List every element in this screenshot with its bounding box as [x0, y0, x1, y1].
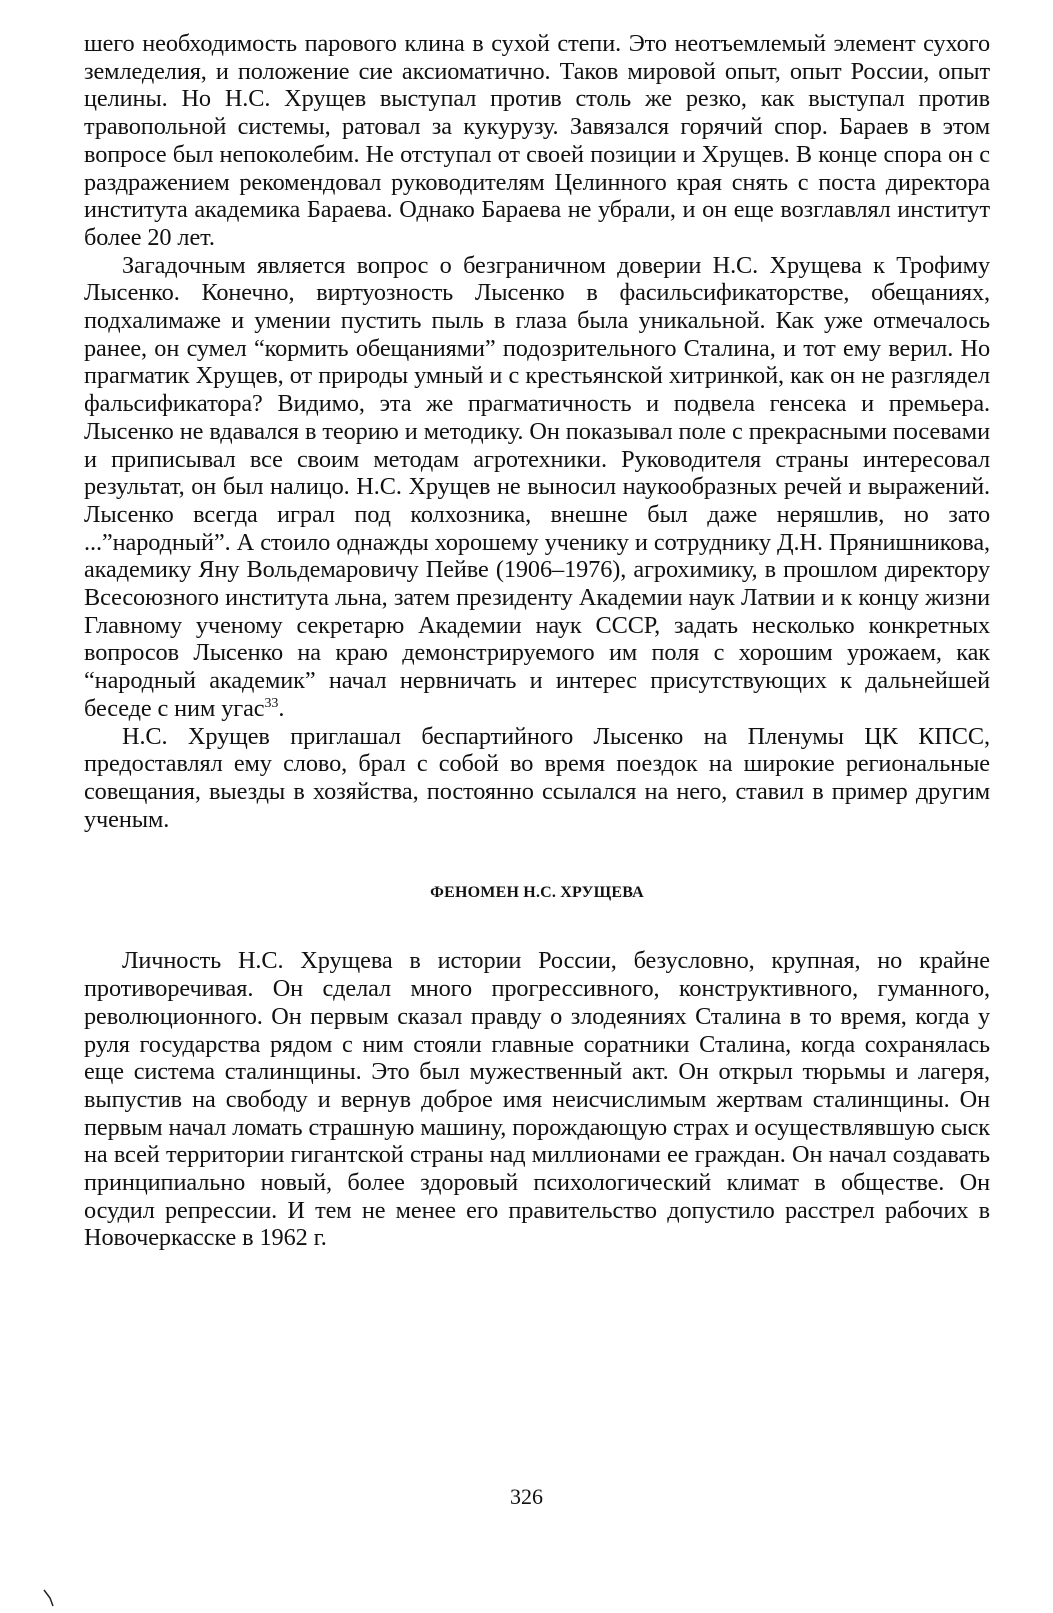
section-heading: ФЕНОМЕН Н.С. ХРУЩЕВА: [430, 884, 644, 902]
scan-artifact-mark: [42, 1588, 56, 1608]
paragraph-1: шего необходимость парового клина в сухой степи. Это неотъемлемый элемент сухого земледелия, и положение сие аксиоматично. Таков мировой опыт, опыт России, опыт целины. Но Н.С. Хрущев выступал против столь же резко, как выступал против травопольной системы, ратовал за кукурузу. Завязался горячий спор. Бараев в этом вопросе был непоколебим. Не отступал от своей позиции и Хрущев. В конце спора он с раздражением рекомендовал руководителям Целинного края снять с поста директора института академика Бараева. Однако Бараева не убрали, и он еще возглавлял институт более 20 лет.: [84, 30, 990, 251]
section-paragraph: Личность Н.С. Хрущева в истории России, безусловно, крупная, но крайне противоречивая. Он сделал много прогрессивного, конструктивного, гуманного, революционного. Он первым сказал правду о злодеяниях Сталина в то время, когда у руля государства рядом с ним стояли главные соратники Сталина, когда сохранялась еще система сталинщины. Это был мужественный акт. Он открыл тюрьмы и лагеря, выпустив на свободу и вернув доброе имя неисчислимым жертвам сталинщины. Он первым начал ломать страшную машину, порождающую страх и осуществлявшую сыск на всей территории гигантской страны над миллионами ее граждан. Он начал создавать принципиально новый, более здоровый психологический климат в обществе. Он осудил репрессии. И тем не менее его правительство допустило расстрел рабочих в Новочеркасске в 1962 г.: [84, 947, 990, 1252]
paragraph-2: [84, 252, 990, 723]
footnote-reference[interactable]: 33: [264, 695, 279, 711]
page-number: 326: [510, 1484, 543, 1509]
page-body: [84, 30, 990, 1252]
paragraph-2-tail: .: [278, 694, 285, 722]
paragraph-3: Н.С. Хрущев приглашал беспартийного Лысенко на Пленумы ЦК КПСС, предоставлял ему слово, брал с собой во время поездок на широкие региональные совещания, выезды в хозяйства, постоянно ссылался на него, ставил в пример другим ученым.: [84, 722, 990, 833]
paragraph-2-text: Загадочным является вопрос о безграничном доверии Н.С. Хрущева к Трофиму Лысенко. Конечно, виртуозность Лысенко в фасильсификаторстве, обещаниях, подхалимаже и умении пустить пыль в глаза была уникальной. Как уже отмечалось ранее, он сумел “кормить обещаниями” подозрительного Сталина, и тот ему верил. Но прагматик Хрущев, от природы умный и с крестьянской хитринкой, как он не разглядел фальсификатора? Видимо, эта же прагматичность и подвела генсека и премьера. Лысенко не вдавался в теорию и методику. Он показывал поле с прекрасными посевами и приписывал все своим методам агротехники. Руководителя страны интересовал результат, он был налицо. Н.С. Хрущев не выносил наукообразных речей и выражений. Лысенко всегда играл под колхозника, внешне был даже неряшлив, но зато ...”народный”. А стоило однажды хорошему ученику и сотруднику Д.Н. Прянишникова, академику Яну Вольдемаровичу Пейве (1906–1976), агрохимику, в прошлом директору Всесоюзного института льна, затем президенту Академии наук Латвии и к концу жизни Главному ученому секретарю Академии наук СССР, задать несколько конкретных вопросов Лысенко на краю демонстрируемого им поля с хорошим урожаем, как “народный академик” начал нервничать и интерес присутствующих к дальнейшей беседе с ним угас: [84, 251, 990, 722]
